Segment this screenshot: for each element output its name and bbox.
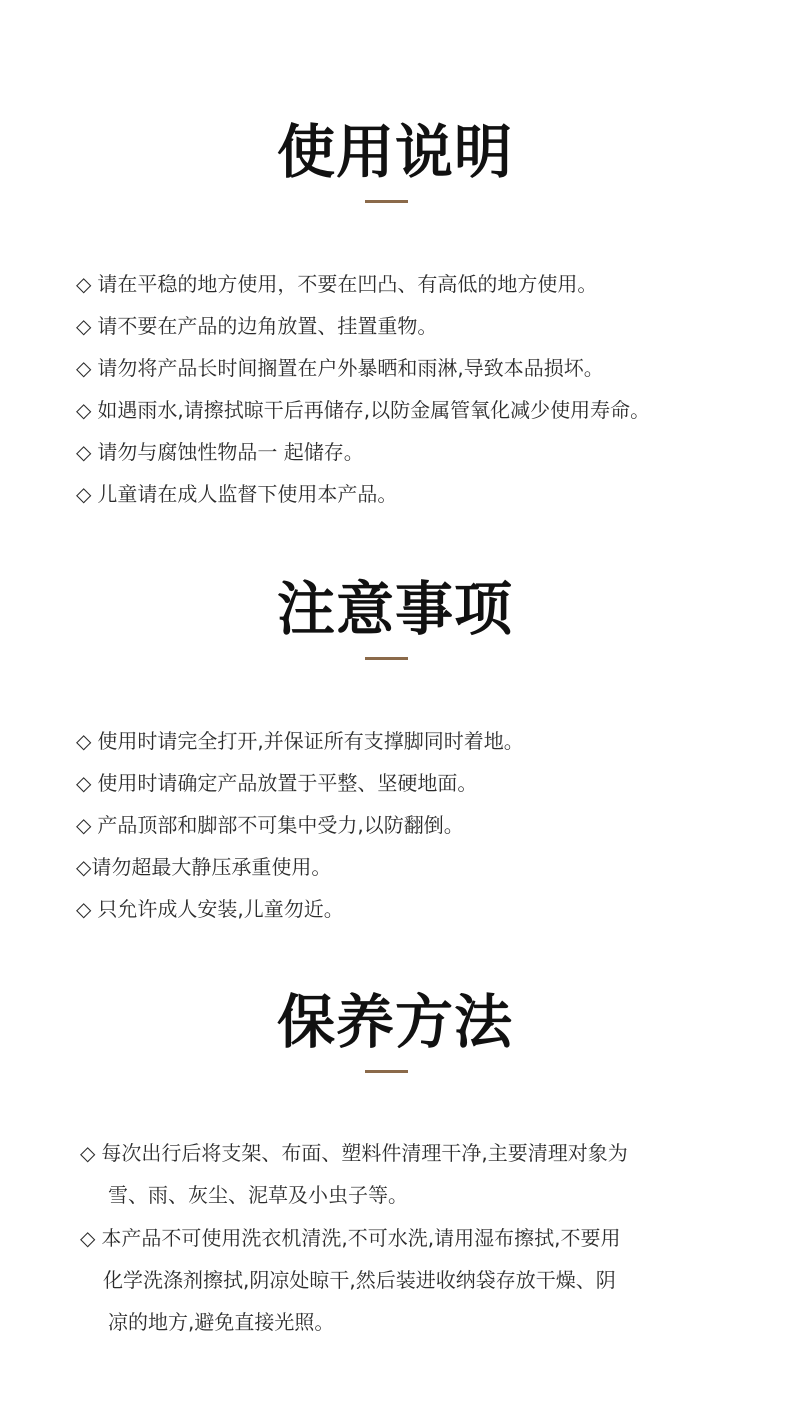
list-item: ◇ 请在平稳的地方使用，不要在凹凸、有高低的地方使用。: [76, 272, 598, 296]
list-item: ◇ 儿童请在成人监督下使用本产品。: [76, 482, 398, 506]
diamond-bullet-icon: ◇: [76, 440, 92, 464]
title-divider: [365, 200, 408, 203]
diamond-bullet-icon: ◇: [80, 1141, 96, 1165]
list-item: ◇ 请不要在产品的边角放置、挂置重物。: [76, 314, 438, 338]
list-item: ◇请勿超最大静压承重使用。: [76, 855, 332, 879]
list-item: ◇ 本产品不可使用洗衣机清洗,不可水洗,请用湿布擦拭,不要用: [80, 1226, 621, 1250]
list-item-continuation: 化学洗涤剂擦拭,阴凉处晾干,然后装进收纳袋存放干燥、阴: [103, 1268, 616, 1292]
diamond-bullet-icon: ◇: [76, 813, 92, 837]
list-item: ◇ 使用时请完全打开,并保证所有支撑脚同时着地。: [76, 729, 524, 753]
list-item: ◇ 只允许成人安装,儿童勿近。: [76, 897, 344, 921]
list-item: ◇ 如遇雨水,请擦拭晾干后再储存,以防金属管氧化减少使用寿命。: [76, 398, 651, 422]
diamond-bullet-icon: ◇: [76, 855, 92, 879]
diamond-bullet-icon: ◇: [76, 897, 92, 921]
diamond-bullet-icon: ◇: [76, 771, 92, 795]
section-title-maintenance: 保养方法: [276, 988, 513, 1056]
title-divider: [365, 657, 408, 660]
diamond-bullet-icon: ◇: [76, 356, 92, 380]
diamond-bullet-icon: ◇: [76, 482, 92, 506]
list-item: ◇ 每次出行后将支架、布面、塑料件清理干净,主要清理对象为: [80, 1141, 628, 1165]
list-item: ◇ 产品顶部和脚部不可集中受力,以防翻倒。: [76, 813, 464, 837]
diamond-bullet-icon: ◇: [76, 314, 92, 338]
section-title-precautions: 注意事项: [276, 575, 513, 643]
diamond-bullet-icon: ◇: [76, 398, 92, 422]
list-item-continuation: 雪、雨、灰尘、泥草及小虫子等。: [108, 1183, 408, 1207]
section-title-usage: 使用说明: [276, 118, 513, 186]
title-divider: [365, 1070, 408, 1073]
diamond-bullet-icon: ◇: [80, 1226, 96, 1250]
diamond-bullet-icon: ◇: [76, 272, 92, 296]
list-item-continuation: 凉的地方,避免直接光照。: [108, 1310, 335, 1334]
list-item: ◇ 请勿与腐蚀性物品一 起储存。: [76, 440, 364, 464]
list-item: ◇ 请勿将产品长时间搁置在户外暴晒和雨淋,导致本品损坏。: [76, 356, 604, 380]
diamond-bullet-icon: ◇: [76, 729, 92, 753]
list-item: ◇ 使用时请确定产品放置于平整、坚硬地面。: [76, 771, 478, 795]
